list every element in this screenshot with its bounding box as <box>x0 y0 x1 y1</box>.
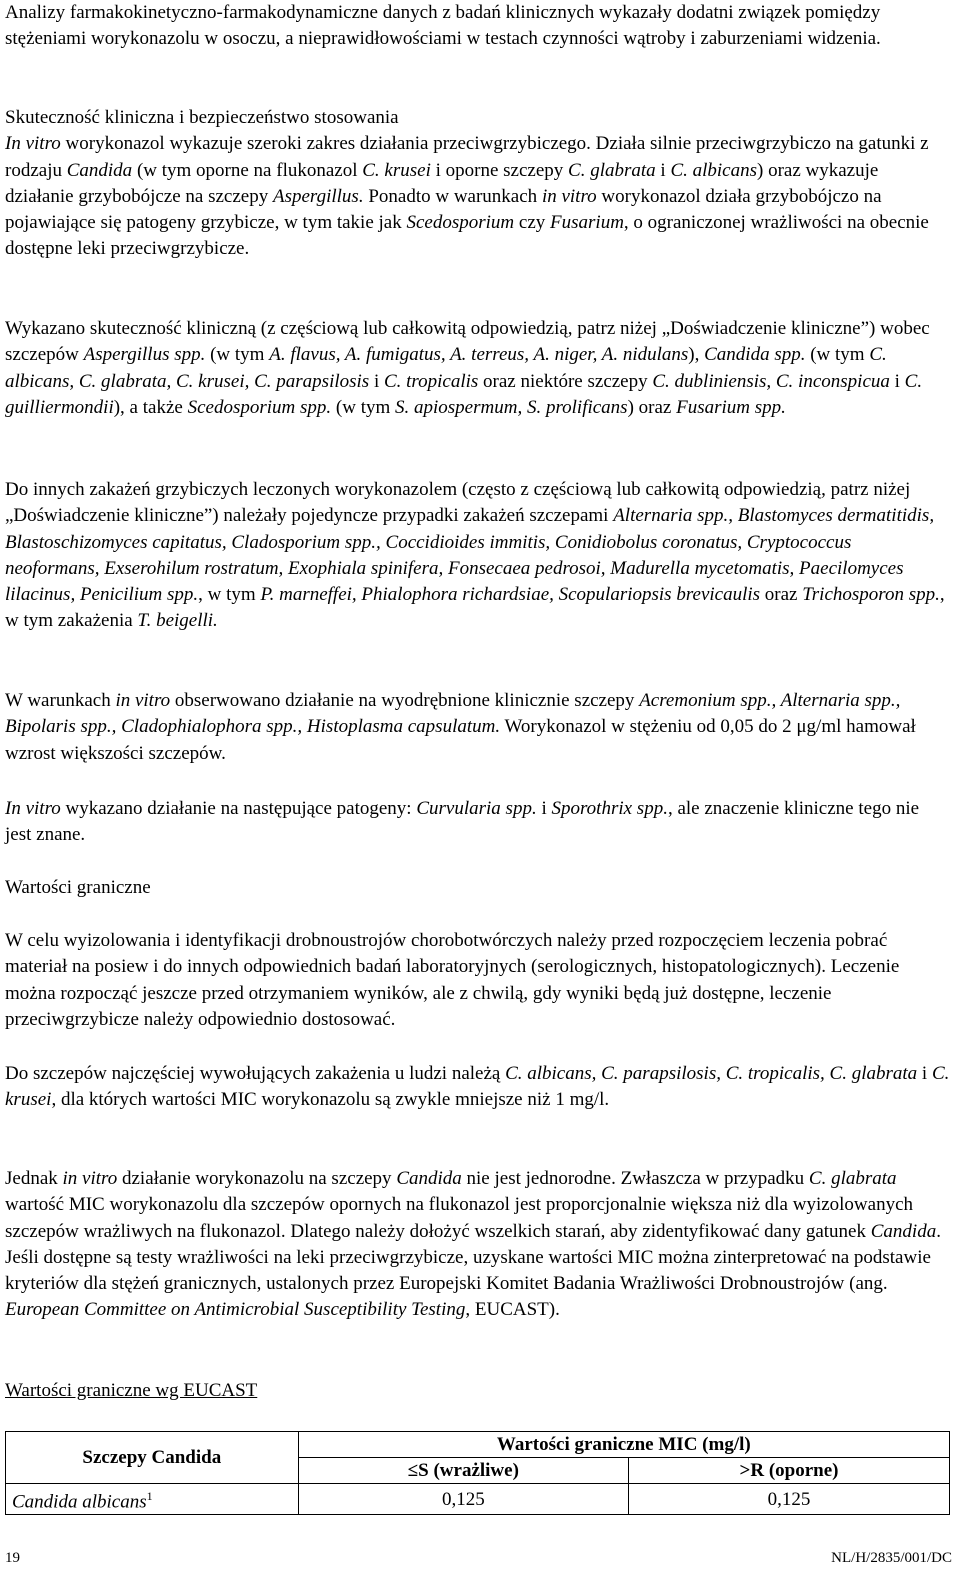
cell-resistant-value: 0,125 <box>629 1484 950 1515</box>
cell-susceptible-value: 0,125 <box>298 1484 628 1515</box>
document-code: NL/H/2835/001/DC <box>831 1550 952 1566</box>
page-number: 19 <box>5 1550 20 1566</box>
paragraph-pkpd: Analizy farmakokinetyczno-farmakodynamiczne danych z badań klinicznych wykazały dodatni związek pomiędzy stężeniami worykonazolu w osoczu, a nieprawidłowościami w testach czynności wątroby i zaburzeniami widzenia. <box>5 2 881 50</box>
paragraph-common-strains: Do szczepów najczęściej wywołujących zakażenia u ludzi należą C. albicans, C. parapsilosis, C. tropicalis, C. glabrata i C. krusei, dla których wartości MIC worykonazolu są zwykle mniejsze niż 1 mg/l. <box>5 1063 950 1111</box>
table-row <box>6 1484 950 1515</box>
paragraph-in-vitro-activity: In vitro worykonazol wykazuje szeroki zakres działania przeciwgrzybiczego. Działa silnie przeciwgrzybiczo na gatunki z rodzaju Candida (w tym oporne na flukonazol C. krusei i oporne szczepy C. glabrata i C. albicans) oraz wykazuje działanie grzybobójcze na szczepy Aspergillus. Ponadto w warunkach in vitro worykonazol działa grzybobójczo na pojawiające się patogeny grzybicze, w tym takie jak Scedosporium czy Fusarium, o ograniczonej wrażliwości na obecnie dostępne leki przeciwgrzybicze. <box>5 133 929 260</box>
paragraph-in-vitro-isolates: W warunkach in vitro obserwowano działanie na wyodrębnione klinicznie szczepy Acremonium spp., Alternaria spp., Bipolaris spp., Cladophialophora spp., Histoplasma capsulatum. Worykonazol w stężeniu od 0,05 do 2 μg/ml hamował wzrost większości szczepów. <box>5 690 916 764</box>
breakpoints-table <box>5 1431 950 1515</box>
header-mic-breakpoints: Wartości graniczne MIC (mg/l) <box>298 1432 949 1458</box>
heading-breakpoints: Wartości graniczne <box>5 877 151 898</box>
header-strains: Szczepy Candida <box>6 1432 299 1484</box>
heading-eucast-breakpoints: Wartości graniczne wg EUCAST <box>5 1380 258 1401</box>
table-header-row <box>6 1432 950 1458</box>
paragraph-candida-variability: Jednak in vitro działanie worykonazolu na szczepy Candida nie jest jednorodne. Zwłaszcza w przypadku C. glabrata wartość MIC worykonazolu dla szczepów opornych na flukonazol jest proporcjonalnie większa niż dla wyizolowanych szczepów wrażliwych na flukonazol. Dlatego należy dołożyć wszelkich starań, aby zidentyfikować dany gatunek Candida. Jeśli dostępne są testy wrażliwości na leki przeciwgrzybicze, uzyskane wartości MIC można zinterpretować na podstawie kryteriów dla stężeń granicznych, ustalonych przez Europejski Komitet Badania Wrażliwości Drobnoustrojów (ang. European Committee on Antimicrobial Susceptibility Testing, EUCAST). <box>5 1168 941 1321</box>
paragraph-other-infections: Do innych zakażeń grzybiczych leczonych worykonazolem (często z częściową lub całkowitą odpowiedzią, patrz niżej „Doświadczenie kliniczne”) należały pojedyncze przypadki zakażeń szczepami Alternaria spp., Blastomyces dermatitidis, Blastoschizomyces capitatus, Cladosporium spp., Coccidioides immitis, Conidiobolus coronatus, Cryptococcus neoformans, Exserohilum rostratum, Exophiala spinifera, Fonsecaea pedrosoi, Madurella mycetomatis, Paecilomyces lilacinus, Penicilium spp., w tym P. marneffei, Phialophora richardsiae, Scopulariopsis brevicaulis oraz Trichosporon spp., w tym zakażenia T. beigelli. <box>5 479 945 632</box>
section-heading-efficacy: Skuteczność kliniczna i bezpieczeństwo stosowania <box>5 107 399 128</box>
header-resistant: >R (oporne) <box>629 1458 950 1484</box>
cell-strain-name: Candida albicans$^1$ <box>6 1484 299 1515</box>
header-susceptible: ≤S (wrażliwe) <box>298 1458 628 1484</box>
paragraph-specimen-collection: W celu wyizolowania i identyfikacji drobnoustrojów chorobotwórczych należy przed rozpoczęciem leczenia pobrać materiał na posiew i do innych odpowiednich badań laboratoryjnych (serologicznych, histopatologicznych). Leczenie można rozpocząć jeszcze przed otrzymaniem wyników, ale z chwilą, gdy wyniki będą już dostępne, leczenie przeciwgrzybicze należy odpowiednio dostosować. <box>5 930 900 1030</box>
paragraph-in-vitro-pathogens: In vitro wykazano działanie na następujące patogeny: Curvularia spp. i Sporothrix spp., ale znaczenie kliniczne tego nie jest znane. <box>5 798 920 846</box>
section-efficacy <box>5 105 950 263</box>
paragraph-clinical-efficacy: Wykazano skuteczność kliniczną (z częściową lub całkowitą odpowiedzią, patrz niżej „Doświadczenie kliniczne”) wobec szczepów Aspergillus spp. (w tym A. flavus, A. fumigatus, A. terreus, A. niger, A. nidulans), Candida spp. (w tym C. albicans, C. glabrata, C. krusei, C. parapsilosis i C. tropicalis oraz niektóre szczepy C. dubliniensis, C. inconspicua i C. guilliermondii), a także Scedosporium spp. (w tym S. apiospermum, S. prolificans) oraz Fusarium spp. <box>5 318 930 418</box>
